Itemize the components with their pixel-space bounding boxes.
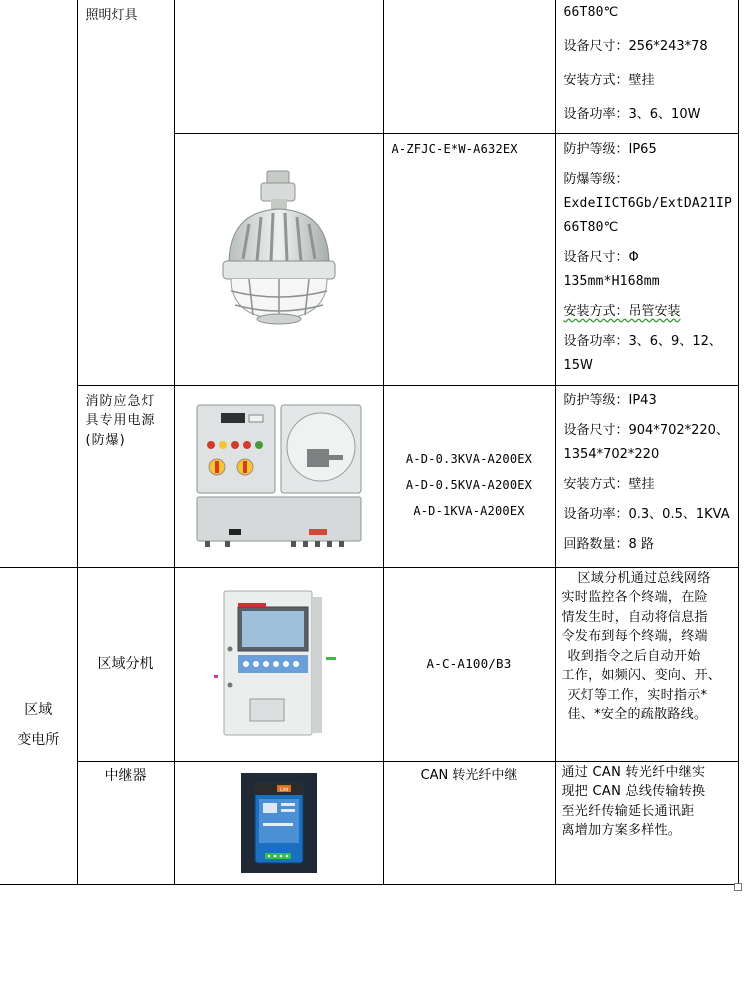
description-line: 通过 CAN 转光纤中继实 xyxy=(561,764,706,780)
empty-region-cell xyxy=(0,0,77,567)
table-row xyxy=(0,385,738,567)
spec-line: 设备功率：3、6、9、12、 xyxy=(563,333,722,349)
description-line: 佳、*安全的疏散路线。 xyxy=(567,707,708,722)
spec-line: 防爆等级： xyxy=(563,171,629,187)
spec-line: 15W xyxy=(563,357,593,373)
spec-line: 设备尺寸：256*243*78 xyxy=(563,39,708,55)
image-cell xyxy=(174,385,383,567)
description-line: 至光纤传输延长通讯距 xyxy=(561,803,695,819)
spec-line: 防护等级：IP43 xyxy=(563,392,657,408)
spec-line: 设备功率：3、6、10W xyxy=(563,107,701,123)
spec-line: 安装方式：壁挂 xyxy=(563,73,655,89)
model-number: A-C-A100/B3 xyxy=(426,655,512,671)
category-label-line: 具专用电源 xyxy=(85,413,156,428)
description-line: 令发布到每个终端，终端 xyxy=(561,629,708,644)
description-line: 收到指令之后自动开始 xyxy=(567,648,701,664)
description-line: 离增加方案多样性。 xyxy=(561,823,682,838)
spec-line: 回路数量：8 路 xyxy=(563,536,654,552)
region-cell xyxy=(0,567,77,884)
spec-cell xyxy=(555,0,738,133)
explosion-proof-lamp-image xyxy=(209,169,349,349)
description-line: 现把 CAN 总线传输转换 xyxy=(561,784,706,799)
image-cell xyxy=(174,761,383,884)
description-cell xyxy=(555,761,738,884)
spec-line: 1354*702*220 xyxy=(563,446,660,462)
spec-line: 135mm*H168mm xyxy=(563,273,660,289)
emergency-power-cabinet-image xyxy=(195,403,363,549)
can-fiber-repeater-image xyxy=(241,773,317,873)
category-cell xyxy=(77,0,174,385)
spec-cell xyxy=(555,385,738,567)
spec-line: 防护等级：IP65 xyxy=(563,141,657,157)
table-row xyxy=(0,761,738,884)
category-cell xyxy=(77,385,174,567)
category-label: 中继器 xyxy=(104,767,147,784)
image-cell xyxy=(174,133,383,385)
model-cell xyxy=(383,567,555,761)
image-cell xyxy=(174,567,383,761)
region-label-line: 区域 xyxy=(24,702,53,719)
table-row xyxy=(0,0,738,133)
model-number: A-D-1KVA-A200EX xyxy=(413,504,525,518)
model-cell xyxy=(383,761,555,884)
zone-controller-image xyxy=(214,589,344,739)
image-cell xyxy=(174,0,383,133)
model-cell xyxy=(383,385,555,567)
table-resize-handle[interactable] xyxy=(734,883,742,891)
spec-line: 设备功率：0.3、0.5、1KVA xyxy=(563,506,730,522)
spec-cell xyxy=(555,133,738,385)
description-line: 灭灯等工作，实时指示* xyxy=(567,687,708,703)
model-number: A-D-0.5KVA-A200EX xyxy=(405,478,533,492)
spec-line: 设备尺寸：904*702*220、 xyxy=(563,422,729,438)
spec-line: 66T80℃ xyxy=(563,219,619,235)
spec-line: 安装方式：吊管安装 xyxy=(563,303,681,319)
category-cell xyxy=(77,761,174,884)
category-label: 区域分机 xyxy=(97,655,154,672)
category-label: 照明灯具 xyxy=(85,8,138,23)
description-line: 实时监控各个终端，在险 xyxy=(561,590,708,605)
description-cell xyxy=(555,567,738,761)
region-label-line: 变电所 xyxy=(17,731,60,748)
category-label-line: 消防应急灯 xyxy=(85,393,156,409)
model-cell xyxy=(383,133,555,385)
spec-line: ExdeIICT6Gb/ExtDA21IP xyxy=(563,195,733,211)
model-number: CAN 转光纤中继 xyxy=(420,767,518,783)
description-line: 区域分机通过总线网络 xyxy=(577,570,711,586)
spec-line: 安装方式：壁挂 xyxy=(563,476,655,492)
description-line: 情发生时，自动将信息指 xyxy=(561,609,708,625)
category-label-line: (防爆) xyxy=(85,432,126,448)
model-number: A-D-0.3KVA-A200EX xyxy=(405,452,533,466)
model-number: A-ZFJC-E*W-A632EX xyxy=(391,141,518,156)
spec-line: 66T80℃ xyxy=(563,5,619,20)
description-line: 工作，如频闪、变向、开、 xyxy=(561,668,722,683)
repeater-device-label: CAN xyxy=(279,786,288,792)
model-cell xyxy=(383,0,555,133)
category-cell xyxy=(77,567,174,761)
spec-line: 设备尺寸：Φ xyxy=(563,249,639,265)
table-row xyxy=(0,567,738,761)
